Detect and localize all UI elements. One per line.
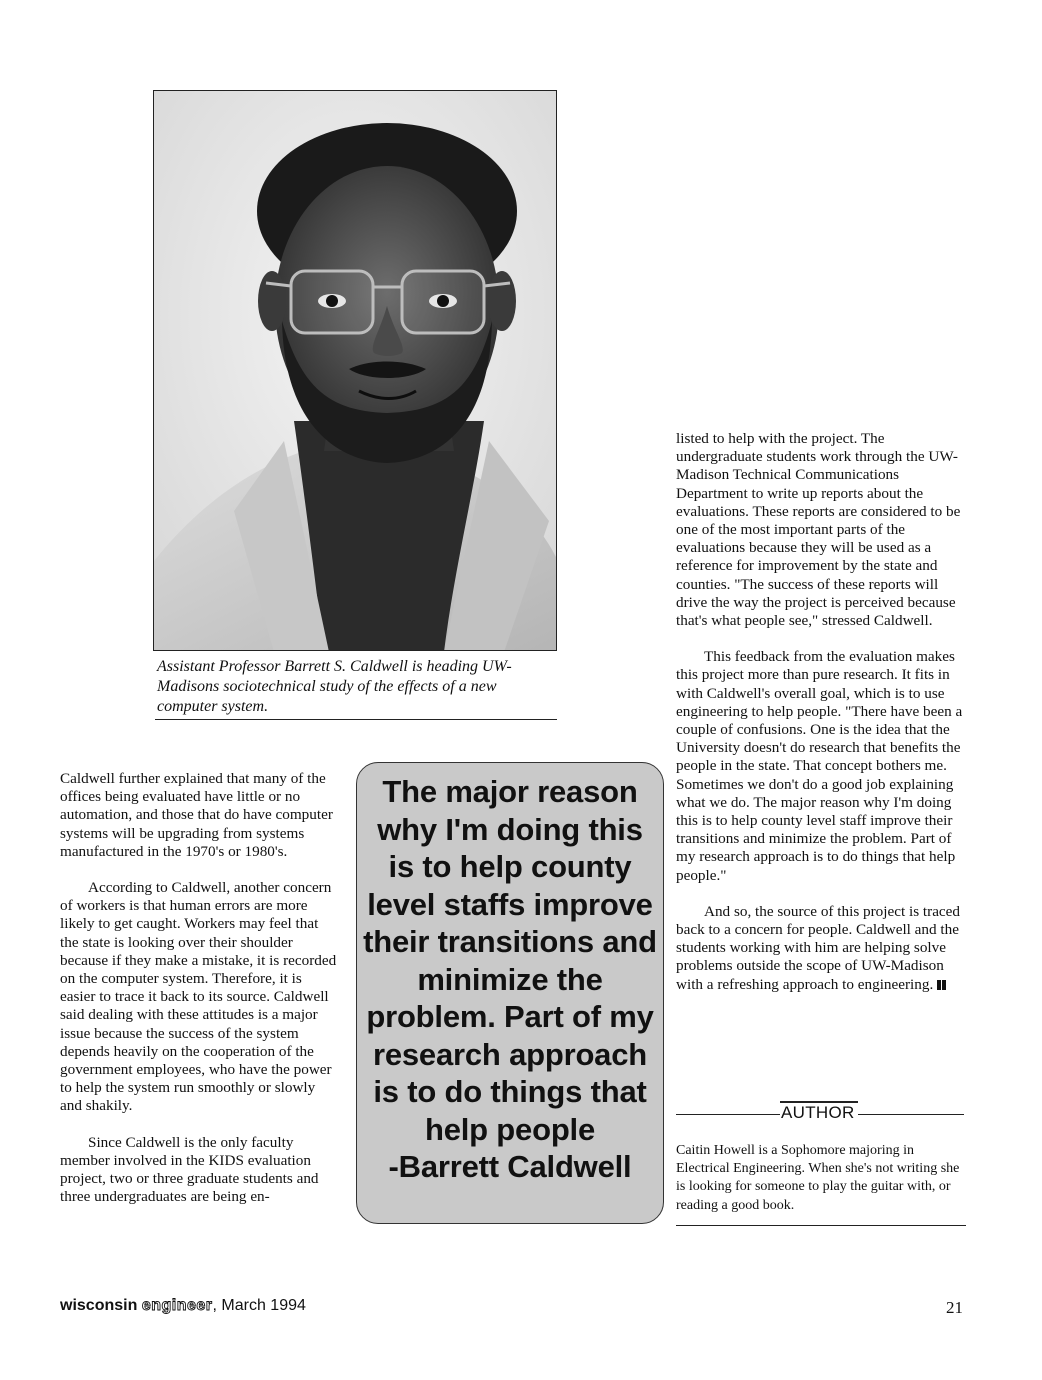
photo-caption xyxy=(157,657,517,717)
left-paragraph-3: Since Caldwell is the only faculty member involved in the KIDS evaluation project, two or three graduate students and three undergraduates are being en- xyxy=(60,1133,319,1206)
right-column xyxy=(676,430,966,1012)
left-column xyxy=(60,770,340,1224)
footer-publication xyxy=(60,1297,306,1315)
pull-quote-attribution: -Barrett Caldwell xyxy=(388,1149,632,1184)
footer-brand-bold: wisconsin xyxy=(60,1297,138,1314)
left-paragraph-1: Caldwell further explained that many of the offices being evaluated have little or no automation, and those that do have computer systems will be upgrading from systems manufactured in the 1970's or 1980's. xyxy=(60,770,333,860)
pull-quote-box xyxy=(356,762,664,1224)
end-of-article-icon xyxy=(937,980,947,990)
footer-brand-outline: engineer xyxy=(141,1297,213,1314)
right-paragraph-1: listed to help with the project. The undergraduate students work through the UW-Madison Technical Communications Department to write up reports about the evaluations. These reports are considered to be one of the most important parts of the evaluations because they will be used as a reference for improvement by the state and counties. "The success of these reports will drive the way the project is perceived because that's what people see," stressed Caldwell. xyxy=(676,430,961,630)
page-number: 21 xyxy=(946,1298,963,1317)
caption-line-1: Assistant Professor Barrett S. Caldwell is heading UW- xyxy=(157,658,512,675)
caption-line-2: Madisons sociotechnical study of the effects of a new xyxy=(157,678,497,695)
right-paragraph-2: This feedback from the evaluation makes this project more than pure research. It fits in with Caldwell's overall goal, which is to use engineering to help people. "There have been a couple of confusions. One is the idea that the University doesn't do research that benefits the people in the state. That concept bothers me. Sometimes we don't do a good job explaining what we do. The major reason why I'm doing this is to help county level staff improve their transitions and minimize the problem. Part of my research approach is to do things that help people." xyxy=(676,648,963,884)
caption-line-3: computer system. xyxy=(157,698,269,715)
pull-quote-text: The major reason why I'm doing this is to help county level staffs improve their transitions and minimize the problem. Part of my research approach is to do things that help people xyxy=(363,774,657,1147)
right-paragraph-3-text: And so, the source of this project is traced back to a concern for people. Caldwell and the students working with him are helping solve problems outside the scope of UW-Madison with a refreshing approach to engineering. xyxy=(676,902,961,993)
author-rule-left xyxy=(676,1114,780,1115)
portrait-illustration xyxy=(154,91,557,651)
author-bio: Caitin Howell is a Sophomore majoring in Electrical Engineering. When she's not writing she is looking for someone to play the guitar with, or reading a good book. xyxy=(676,1143,960,1213)
left-paragraph-2: According to Caldwell, another concern of workers is that human errors are more likely to get caught. Workers may feel that the state is looking over their shoulder because if they make a mistake, it is recorded on the computer system. Therefore, it is easier to trace it back to its source. Caldwell said dealing with these attitudes is a major issue because the success of the system depends heavily on the cooperation of the government employees, who have the power to help the system run smoothly or slowly and shakily. xyxy=(60,879,337,1115)
right-paragraph-3 xyxy=(676,903,966,994)
author-bio-divider xyxy=(676,1225,966,1226)
author-rule-right xyxy=(858,1114,964,1115)
caption-divider xyxy=(155,719,557,720)
portrait-photo xyxy=(153,90,557,651)
footer-issue-date: , March 1994 xyxy=(212,1297,306,1314)
author-heading: AUTHOR xyxy=(781,1103,855,1122)
